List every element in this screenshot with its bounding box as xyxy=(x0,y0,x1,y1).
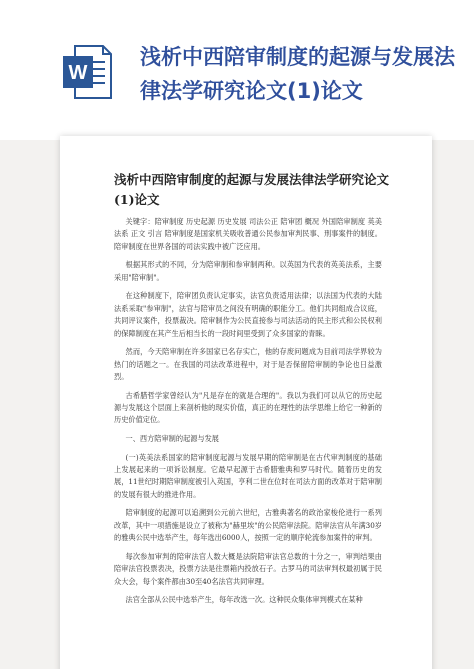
body-paragraph: 法官全部从公民中选举产生，每年改选一次。这种民众集体审判模式在某种 xyxy=(125,595,363,605)
body-paragraph: (一)英美法系国家的陪审制度起源与发展早期的陪审制是在古代审判制度的基础上发展起来的一项诉讼制度。它最早起源于古希腊雅典和罗马时代。随着历史的发展，11世纪时期陪审制度被引入英国，亨利二世在位时在司法方面的改革对于陪审制的发展有很大的推进作用。 xyxy=(114,452,382,499)
body-paragraph: 然而，今天陪审制在许多国家已名存实亡，他的存废问题成为目前司法学界较为热门的话题之一。在我国的司法改革进程中，对于是否保留陪审制的争论也日益激烈。 xyxy=(114,347,382,382)
section-heading: 一、西方陪审制的起源与发展 xyxy=(125,434,219,444)
document-body xyxy=(114,216,382,613)
page-title: 浅析中西陪审制度的起源与发展法律法学研究论文(1)论文 xyxy=(140,45,455,103)
body-paragraph: 在这种制度下，陪审团负责认定事实，法官负责适用法律；以法国为代表的大陆法系采取"参审制"，法官与陪审员之间没有明确的职能分工。他们共同组成合议庭，共同评议案件，投票裁决。陪审制作为公民直接参与司法活动的民主形式和公民权利的保障制度在其产生后相当长的一段时间里受到了众多国家的青睐。 xyxy=(114,291,382,338)
keywords-paragraph: 关键字：陪审制度 历史起源 历史发展 司法公正 陪审团 概况 外国陪审制度 英美法系 正文 引言 陪审制度是国家机关吸收普通公民参加审判民事、刑事案件的制度。陪审制度在世界各国的司法实践中被广泛应用。 xyxy=(114,217,382,251)
svg-text:W: W xyxy=(68,62,88,84)
document-page xyxy=(60,136,432,669)
body-paragraph: 根据其形式的不同，分为陪审制和参审制两种。以英国为代表的英美法系，主要采用"陪审制"。 xyxy=(114,260,382,282)
body-paragraph: 陪审制度的起源可以追溯到公元前六世纪，古雅典著名的政治家梭伦进行一系列改革，其中一项措施是设立了被称为"赫里埃"的公民陪审法院。陪审法官从年满30岁的雅典公民中选举产生，每年选出6000人，按照一定的顺序轮流参加案件的审判。 xyxy=(114,508,382,543)
document-title: 浅析中西陪审制度的起源与发展法律法学研究论文(1)论文 xyxy=(114,172,390,207)
page-header xyxy=(0,0,474,140)
word-document-icon xyxy=(63,44,113,100)
body-paragraph: 古希腊哲学家曾经认为"凡是存在的就是合理的"。我以为我们可以从它的历史起源与发展这个层面上来剖析他的现实价值，真正的在理性的法学思维上给它一种新的历史价值定位。 xyxy=(114,390,382,425)
body-paragraph: 每次参加审判的陪审法官人数大概是法院陪审法官总数的十分之一，审判结果由陪审法官投票表决，投票方法是往票箱内投放石子。古罗马的司法审判权最初属于民众大会，每个案件都由30至40名法官共同审理。 xyxy=(114,551,382,586)
